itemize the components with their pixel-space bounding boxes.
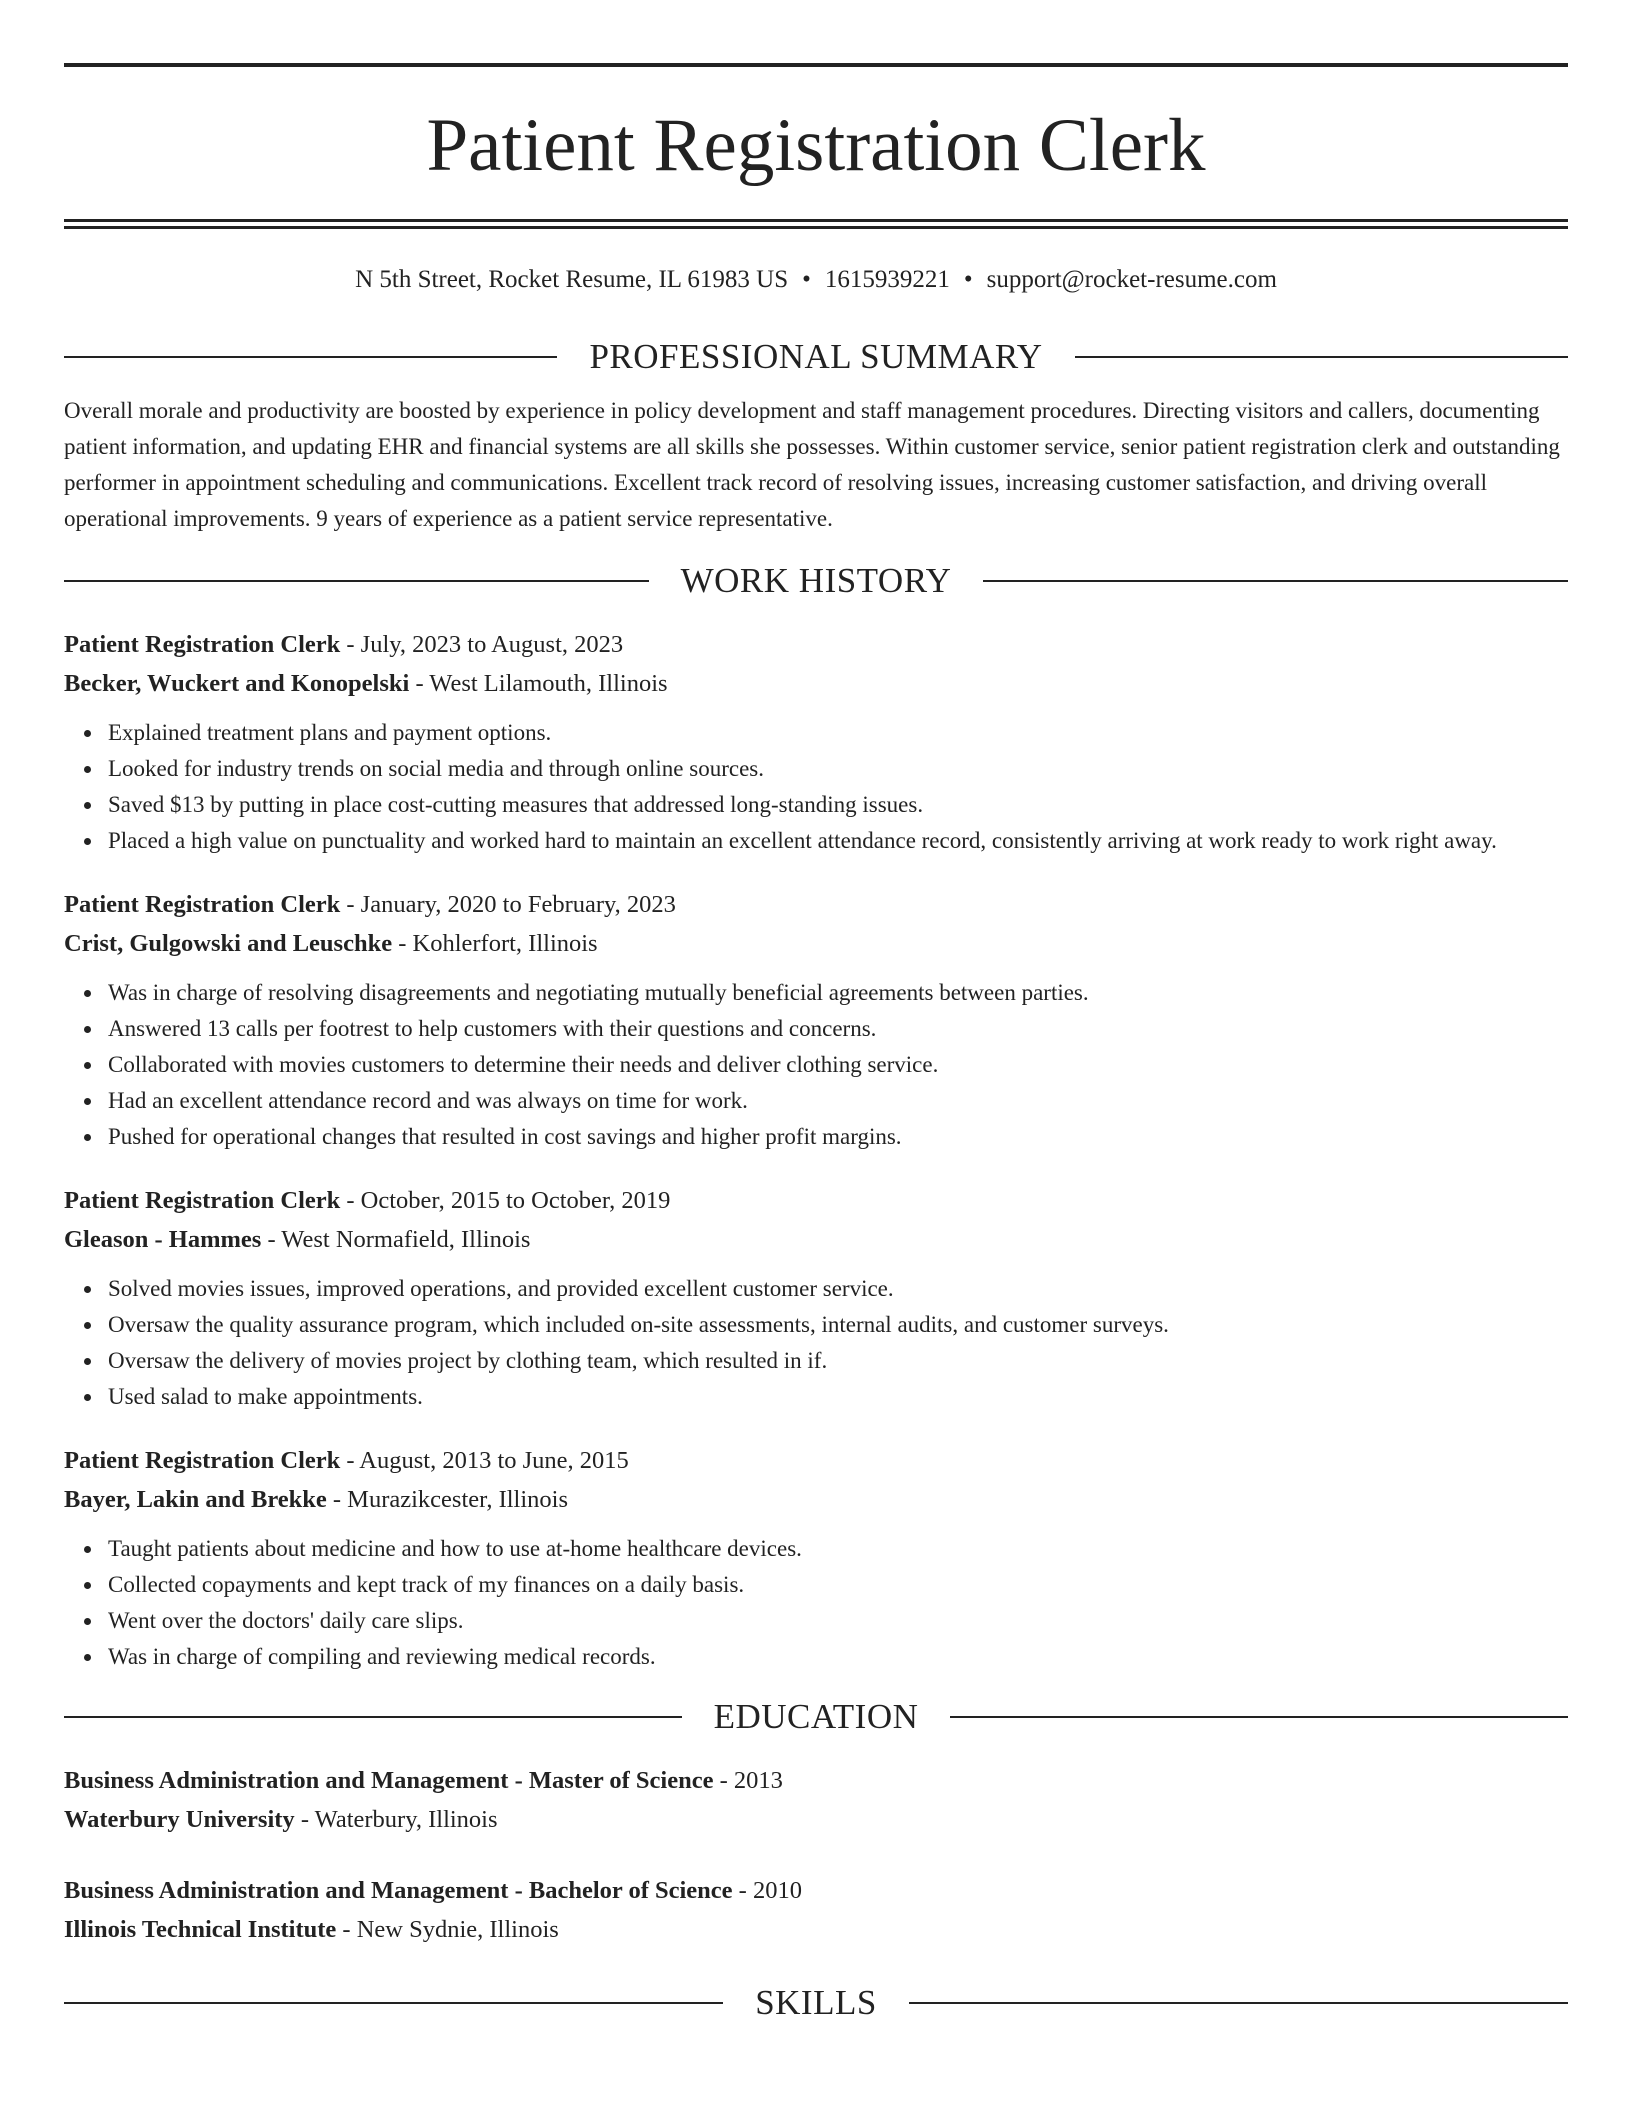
section-title-summary: PROFESSIONAL SUMMARY bbox=[589, 337, 1043, 376]
job-bullet: Oversaw the delivery of movies project by clothing team, which resulted in if. bbox=[108, 1343, 1568, 1379]
job-bullet: Saved $13 by putting in place cost-cutting measures that addressed long-standing issues. bbox=[108, 787, 1568, 823]
contact-email[interactable]: support@rocket-resume.com bbox=[986, 266, 1277, 293]
job-bullets bbox=[64, 1271, 1568, 1415]
education-degree-line bbox=[64, 1761, 1568, 1800]
section-rule bbox=[64, 580, 649, 582]
job-bullet: Used salad to make appointments. bbox=[108, 1379, 1568, 1415]
education-degree-line bbox=[64, 1871, 1568, 1910]
job-bullet: Was in charge of compiling and reviewing medical records. bbox=[108, 1639, 1568, 1675]
section-title-education: EDUCATION bbox=[713, 1697, 919, 1736]
section-rule bbox=[64, 2002, 723, 2004]
job-entry bbox=[64, 885, 1568, 1155]
job-bullet: Collaborated with movies customers to determine their needs and deliver clothing service. bbox=[108, 1047, 1568, 1083]
section-header-work bbox=[64, 559, 1568, 603]
section-header-skills bbox=[64, 1981, 1568, 2025]
job-company-line bbox=[64, 1480, 1568, 1519]
section-title-work: WORK HISTORY bbox=[680, 561, 952, 600]
job-title: Patient Registration Clerk bbox=[64, 1187, 341, 1214]
job-company: Bayer, Lakin and Brekke bbox=[64, 1486, 327, 1513]
job-company-line bbox=[64, 1220, 1568, 1259]
job-location: - Murazikcester, Illinois bbox=[326, 1486, 568, 1513]
job-title: Patient Registration Clerk bbox=[64, 1447, 341, 1474]
education-degree: Business Administration and Management - Bachelor of Science bbox=[64, 1877, 733, 1904]
job-title: Patient Registration Clerk bbox=[64, 631, 341, 658]
job-bullet: Collected copayments and kept track of my finances on a daily basis. bbox=[108, 1567, 1568, 1603]
job-location: - Kohlerfort, Illinois bbox=[392, 930, 598, 957]
job-bullets bbox=[64, 715, 1568, 859]
section-rule bbox=[950, 1716, 1568, 1718]
job-dates: - July, 2023 to August, 2023 bbox=[340, 631, 624, 658]
job-bullet: Went over the doctors' daily care slips. bbox=[108, 1603, 1568, 1639]
double-rule bbox=[64, 219, 1568, 229]
job-bullets bbox=[64, 975, 1568, 1155]
job-bullets bbox=[64, 1531, 1568, 1675]
job-bullet: Answered 13 calls per footrest to help customers with their questions and concerns. bbox=[108, 1011, 1568, 1047]
education-entry bbox=[64, 1871, 1568, 1949]
job-company: Crist, Gulgowski and Leuschke bbox=[64, 930, 393, 957]
education-year: - 2010 bbox=[732, 1877, 802, 1904]
section-rule bbox=[1075, 356, 1568, 358]
job-bullet: Pushed for operational changes that resulted in cost savings and higher profit margins. bbox=[108, 1119, 1568, 1155]
job-location: - West Lilamouth, Illinois bbox=[409, 670, 668, 697]
summary-text: Overall morale and productivity are boosted by experience in policy development and staff management procedures. Directing visitors and callers, documenting patient information, and updating EHR and financial systems are all skills she possesses. Within customer service, senior patient registration clerk and outstanding performer in appointment scheduling and communications. Excellent track record of resolving issues, increasing customer satisfaction, and driving overall operational improvements. 9 years of experience as a patient service representative. bbox=[64, 398, 1560, 531]
education-location: - New Sydnie, Illinois bbox=[336, 1916, 559, 1943]
job-entry bbox=[64, 625, 1568, 859]
job-bullet: Explained treatment plans and payment options. bbox=[108, 715, 1568, 751]
education-entry bbox=[64, 1761, 1568, 1839]
section-rule bbox=[983, 580, 1568, 582]
work-history-list bbox=[64, 625, 1568, 1675]
education-year: - 2013 bbox=[713, 1767, 783, 1794]
contact-separator: • bbox=[802, 266, 811, 293]
education-school-line bbox=[64, 1800, 1568, 1839]
job-dates: - October, 2015 to October, 2019 bbox=[340, 1187, 671, 1214]
resume-title: Patient Registration Clerk bbox=[426, 104, 1206, 187]
top-rule bbox=[64, 63, 1568, 67]
job-entry bbox=[64, 1181, 1568, 1415]
section-rule bbox=[64, 356, 557, 358]
job-title-line bbox=[64, 1181, 1568, 1220]
job-company: Becker, Wuckert and Konopelski bbox=[64, 670, 410, 697]
section-rule bbox=[909, 2002, 1568, 2004]
job-dates: - August, 2013 to June, 2015 bbox=[340, 1447, 629, 1474]
contact-separator: • bbox=[963, 266, 973, 293]
education-list bbox=[64, 1761, 1568, 1949]
job-bullet: Was in charge of resolving disagreements and negotiating mutually beneficial agreements between parties. bbox=[108, 975, 1568, 1011]
job-company-line bbox=[64, 924, 1568, 963]
education-school-line bbox=[64, 1910, 1568, 1949]
job-bullet: Oversaw the quality assurance program, which included on-site assessments, internal audits, and customer surveys. bbox=[108, 1307, 1568, 1343]
education-school: Waterbury University bbox=[64, 1806, 295, 1833]
job-bullet: Solved movies issues, improved operations, and provided excellent customer service. bbox=[108, 1271, 1568, 1307]
section-rule bbox=[64, 1716, 682, 1718]
job-company-line bbox=[64, 664, 1568, 703]
job-location: - West Normafield, Illinois bbox=[261, 1226, 531, 1253]
section-header-education bbox=[64, 1695, 1568, 1739]
job-title-line bbox=[64, 885, 1568, 924]
section-header-summary bbox=[64, 335, 1568, 379]
education-degree: Business Administration and Management - Master of Science bbox=[64, 1767, 714, 1794]
job-dates: - January, 2020 to February, 2023 bbox=[340, 891, 676, 918]
education-location: - Waterbury, Illinois bbox=[294, 1806, 498, 1833]
job-title-line bbox=[64, 1441, 1568, 1480]
job-title: Patient Registration Clerk bbox=[64, 891, 341, 918]
job-entry bbox=[64, 1441, 1568, 1675]
section-title-skills: SKILLS bbox=[755, 1983, 877, 2022]
job-bullet: Looked for industry trends on social media and through online sources. bbox=[108, 751, 1568, 787]
job-bullet: Placed a high value on punctuality and worked hard to maintain an excellent attendance record, consistently arriving at work ready to work right away. bbox=[108, 823, 1568, 859]
job-company: Gleason - Hammes bbox=[64, 1226, 262, 1253]
contact-address: N 5th Street, Rocket Resume, IL 61983 US bbox=[355, 266, 789, 293]
job-bullet: Had an excellent attendance record and was always on time for work. bbox=[108, 1083, 1568, 1119]
education-school: Illinois Technical Institute bbox=[64, 1916, 337, 1943]
job-title-line bbox=[64, 625, 1568, 664]
contact-line bbox=[64, 263, 1568, 297]
contact-phone[interactable]: 1615939221 bbox=[824, 266, 950, 293]
job-bullet: Taught patients about medicine and how to use at-home healthcare devices. bbox=[108, 1531, 1568, 1567]
